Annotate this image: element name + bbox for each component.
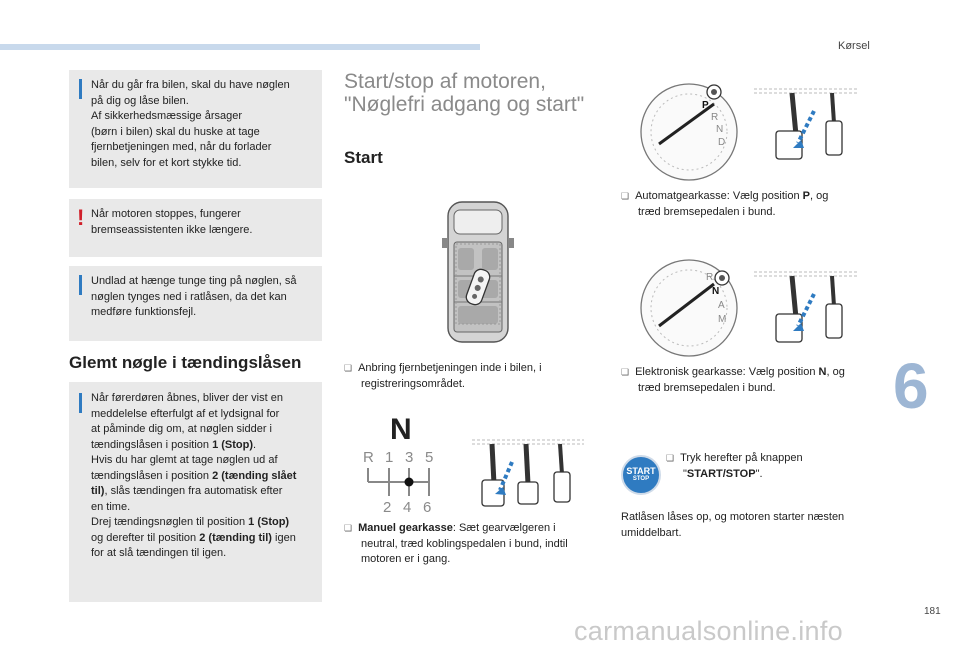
text-line: motoren er i gang. <box>361 553 451 565</box>
text-line: (børn i bilen) skal du huske at tage <box>91 125 260 138</box>
page-number: 181 <box>924 606 941 617</box>
automatic-gear-dial-illustration <box>634 74 744 184</box>
text-line: fjernbetjeningen med, når du forlader <box>91 141 272 153</box>
start-label: START <box>626 466 656 476</box>
text-line: Når motoren stoppes, fungerer <box>91 208 241 220</box>
text-line: tændingslåsen i position 1 (Stop). <box>91 438 257 451</box>
checkbox-icon: ❏ <box>621 367 630 377</box>
gear-label: 1 <box>385 449 394 466</box>
text-line: ❏ Manuel gearkasse: Sæt gearvælgeren i <box>344 522 556 534</box>
text-line: Når førerdøren åbnes, bliver der vist en <box>91 392 283 404</box>
gear-label: N <box>716 124 724 135</box>
text-line: Drej tændingsnøglen til position 1 (Stop) <box>91 516 290 528</box>
text-line: medføre funktionsfejl. <box>91 306 197 318</box>
gear-label: R <box>363 449 374 466</box>
gear-label: 4 <box>403 499 412 516</box>
text-line: træd bremsepedalen i bund. <box>638 205 776 218</box>
gear-label: 2 <box>383 499 392 516</box>
info-text <box>91 78 319 171</box>
info-text <box>91 391 319 562</box>
text-line: Af sikkerhedsmæssige årsager <box>91 110 243 122</box>
text-line: at påminde dig om, at nøglen sidder i <box>91 423 272 435</box>
gear-label: R <box>711 112 719 123</box>
gear-label: D <box>718 137 726 148</box>
text-line: bremseassistenten ikke længere. <box>91 223 253 236</box>
instruction-place-remote <box>344 361 594 392</box>
text-line: registreringsområdet. <box>361 377 465 390</box>
text-line: ❏ Anbring fjernbetjeningen inde i bilen, i <box>344 362 542 374</box>
text-line: Når du går fra bilen, skal du have nøglen <box>91 79 290 91</box>
text-line: neutral, træd koblingspedalen i bund, indtil <box>361 537 568 550</box>
warning-text <box>91 207 319 238</box>
text-line: og derefter til position 2 (tænding til) igen <box>91 531 296 544</box>
gear-shift-pattern <box>355 446 445 516</box>
checkbox-icon: ❏ <box>344 363 353 373</box>
text-line: tændingslåsen i position 2 (tænding slået <box>91 469 297 482</box>
brake-pedal-illustration <box>752 85 860 165</box>
text-line: en time. <box>91 500 131 513</box>
info-box-forgotten-key <box>69 382 322 602</box>
text-line: "START/STOP". <box>683 467 763 480</box>
instruction-electronic-gearbox <box>621 365 881 396</box>
gear-label: 3 <box>405 449 414 466</box>
remote-key-icon <box>463 266 493 308</box>
info-icon <box>79 79 82 99</box>
start-stop-button-icon <box>621 455 661 495</box>
info-box-leave-car <box>69 70 322 188</box>
chapter-title: Kørsel <box>838 40 870 52</box>
instruction-press-start-stop <box>666 451 866 482</box>
text-line: ❏ Automatgearkasse: Vælg position P, og <box>621 190 829 202</box>
text-line: ❏ Elektronisk gearkasse: Vælg position N, og <box>621 366 845 378</box>
gear-label-p: P <box>702 100 709 111</box>
gear-label: A <box>718 300 725 311</box>
stop-label: STOP <box>632 476 650 482</box>
text-line: Undlad at hænge tunge ting på nøglen, så <box>91 275 297 287</box>
text-line: træd bremsepedalen i bund. <box>638 381 776 394</box>
manual-pedals-illustration <box>462 432 587 512</box>
info-text <box>91 274 319 321</box>
text-line: til), slås tændingen fra automatisk efter <box>91 485 283 497</box>
watermark: carmanualsonline.info <box>574 616 843 646</box>
gear-label: M <box>718 314 727 325</box>
final-note <box>621 510 891 541</box>
text-line: umiddelbart. <box>621 526 682 539</box>
text-line: Hvis du har glemt at tage nøglen ud af <box>91 454 278 466</box>
text-line: meddelelse efterfulgt af et lydsignal for <box>91 407 280 420</box>
section-title-forgotten-key: Glemt nøgle i tændingslåsen <box>69 353 302 372</box>
page-title <box>344 70 584 116</box>
warning-box-brake-assist <box>69 199 322 257</box>
gear-label: 6 <box>423 499 432 516</box>
brake-pedal-illustration-2 <box>752 268 860 348</box>
electronic-gear-dial-illustration <box>634 250 744 360</box>
chapter-number: 6 <box>893 350 929 422</box>
gear-label-n: N <box>712 286 720 297</box>
title-line: Start/stop af motoren, <box>344 70 546 93</box>
text-line: på dig og låse bilen. <box>91 94 189 107</box>
warning-icon: ! <box>77 205 85 230</box>
text-line: Ratlåsen låses op, og motoren starter næsten <box>621 511 845 523</box>
text-line: nøglen tynges ned i ratlåsen, da det kan <box>91 290 287 303</box>
checkbox-icon: ❏ <box>621 191 630 201</box>
info-icon <box>79 275 82 295</box>
gear-letter: N <box>390 413 412 446</box>
gear-label: R <box>706 272 714 283</box>
checkbox-icon: ❏ <box>666 453 675 463</box>
info-box-heavy-keys <box>69 266 322 341</box>
text-line: bilen, selv for et kort stykke tid. <box>91 156 242 169</box>
text-line: for at slå tændingen til igen. <box>91 547 227 559</box>
gear-label: 5 <box>425 449 434 466</box>
header-bar <box>0 44 480 50</box>
instruction-automatic-gearbox <box>621 189 881 220</box>
title-line: "Nøglefri adgang og start" <box>344 93 585 116</box>
checkbox-icon: ❏ <box>344 523 353 533</box>
instruction-manual-gearbox <box>344 521 604 568</box>
info-icon <box>79 393 82 413</box>
text-line: ❏ Tryk herefter på knappen <box>666 452 803 464</box>
start-heading: Start <box>344 148 383 167</box>
